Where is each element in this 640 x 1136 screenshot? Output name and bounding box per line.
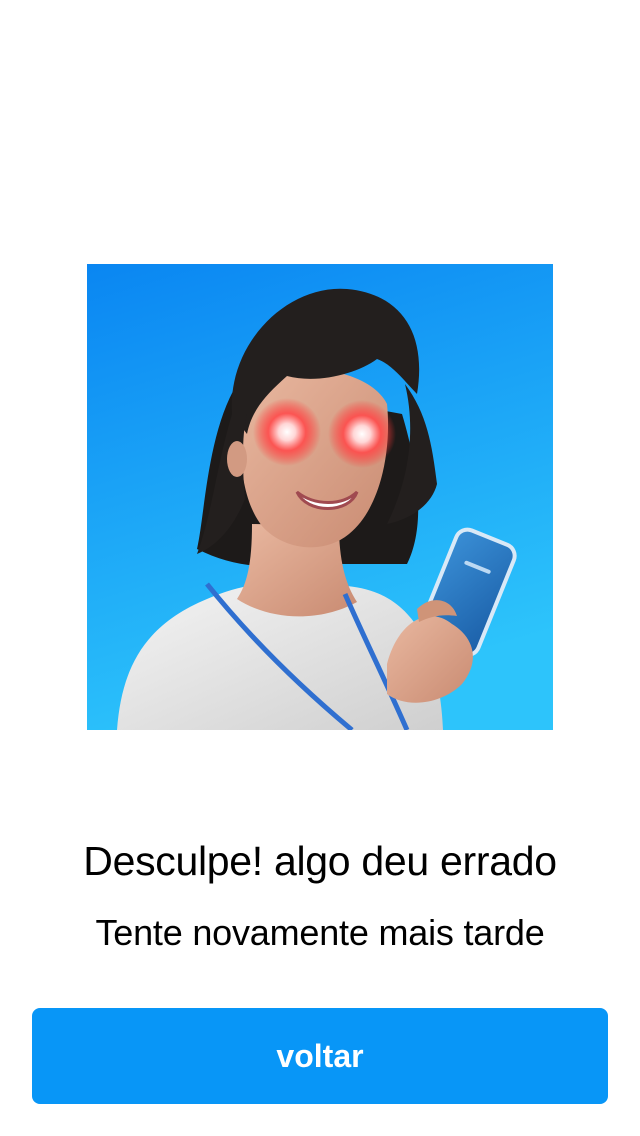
error-subtitle: Tente novamente mais tarde: [95, 912, 545, 953]
error-title: Desculpe! algo deu errado: [83, 838, 557, 884]
avatar-woman-glowing-eyes-phone-icon: [87, 264, 553, 730]
back-button[interactable]: voltar: [32, 1008, 608, 1104]
error-illustration: [87, 264, 553, 730]
